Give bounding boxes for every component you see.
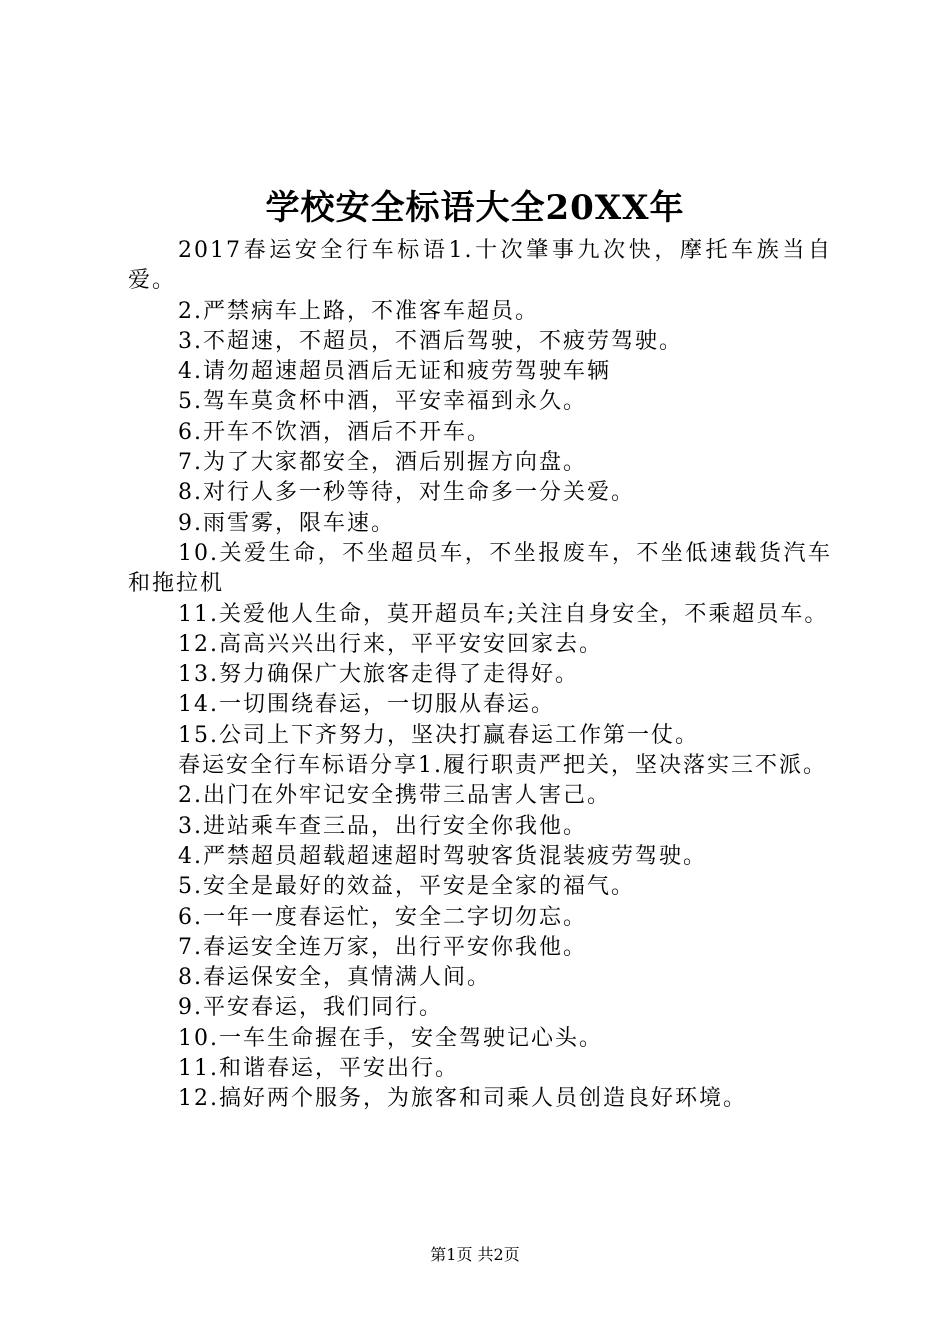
paragraph: 8.对行人多一秒等待，对生命多一分关爱。 [178,480,635,506]
paragraph: 9.平安春运，我们同行。 [178,995,443,1021]
paragraph: 12.高高兴兴出行来，平平安安回家去。 [178,631,603,657]
paragraph: 4.请勿超速超员酒后无证和疲劳驾驶车辆 [178,359,611,385]
paragraph: 12.搞好两个服务，为旅客和司乘人员创造良好环境。 [178,1086,747,1112]
paragraph: 15.公司上下齐努力，坚决打赢春运工作第一仗。 [178,722,699,748]
paragraph: 10.一车生命握在手，安全驾驶记心头。 [178,1025,603,1051]
paragraph: 5.驾车莫贪杯中酒，平安幸福到永久。 [178,389,587,415]
document-title: 学校安全标语大全20XX年 [265,188,685,228]
paragraph: 6.一年一度春运忙，安全二字切勿忘。 [178,904,587,930]
paragraph: 7.为了大家都安全，酒后别握方向盘。 [178,450,587,476]
paragraph: 10.关爱生命，不坐超员车，不坐报废车，不坐低速载货汽车和拖拉机 [128,540,832,597]
paragraph: 4.严禁超员超载超速超时驾驶客货混装疲劳驾驶。 [178,843,707,869]
paragraph: 2.出门在外牢记安全携带三品害人害己。 [178,783,611,809]
paragraph: 5.安全是最好的效益，平安是全家的福气。 [178,874,635,900]
paragraph: 14.一切围绕春运，一切服从春运。 [178,692,555,718]
paragraph: 3.不超速，不超员，不酒后驾驶，不疲劳驾驶。 [178,328,683,354]
paragraph: 11.关爱他人生命，莫开超员车;关注自身安全，不乘超员车。 [178,601,829,627]
paragraph: 8.春运保安全，真情满人间。 [178,965,491,991]
paragraph: 9.雨雪雾，限车速。 [178,510,395,536]
paragraph: 13.努力确保广大旅客走得了走得好。 [178,662,579,688]
paragraph: 11.和谐春运，平安出行。 [178,1056,459,1082]
paragraph: 3.进站乘车查三品，出行安全你我他。 [178,813,587,839]
paragraph: 2017春运安全行车标语1.十次肇事九次快，摩托车族当自爱。 [128,238,832,294]
page-number-footer: 第1页 共2页 [430,1245,520,1264]
paragraph: 6.开车不饮酒，酒后不开车。 [178,419,491,445]
paragraph: 7.春运安全连万家，出行平安你我他。 [178,934,587,960]
document-body [128,236,832,1115]
paragraph: 春运安全行车标语分享1.履行职责严把关，坚决落实三不派。 [178,753,827,779]
paragraph: 2.严禁病车上路，不准客车超员。 [178,298,539,324]
